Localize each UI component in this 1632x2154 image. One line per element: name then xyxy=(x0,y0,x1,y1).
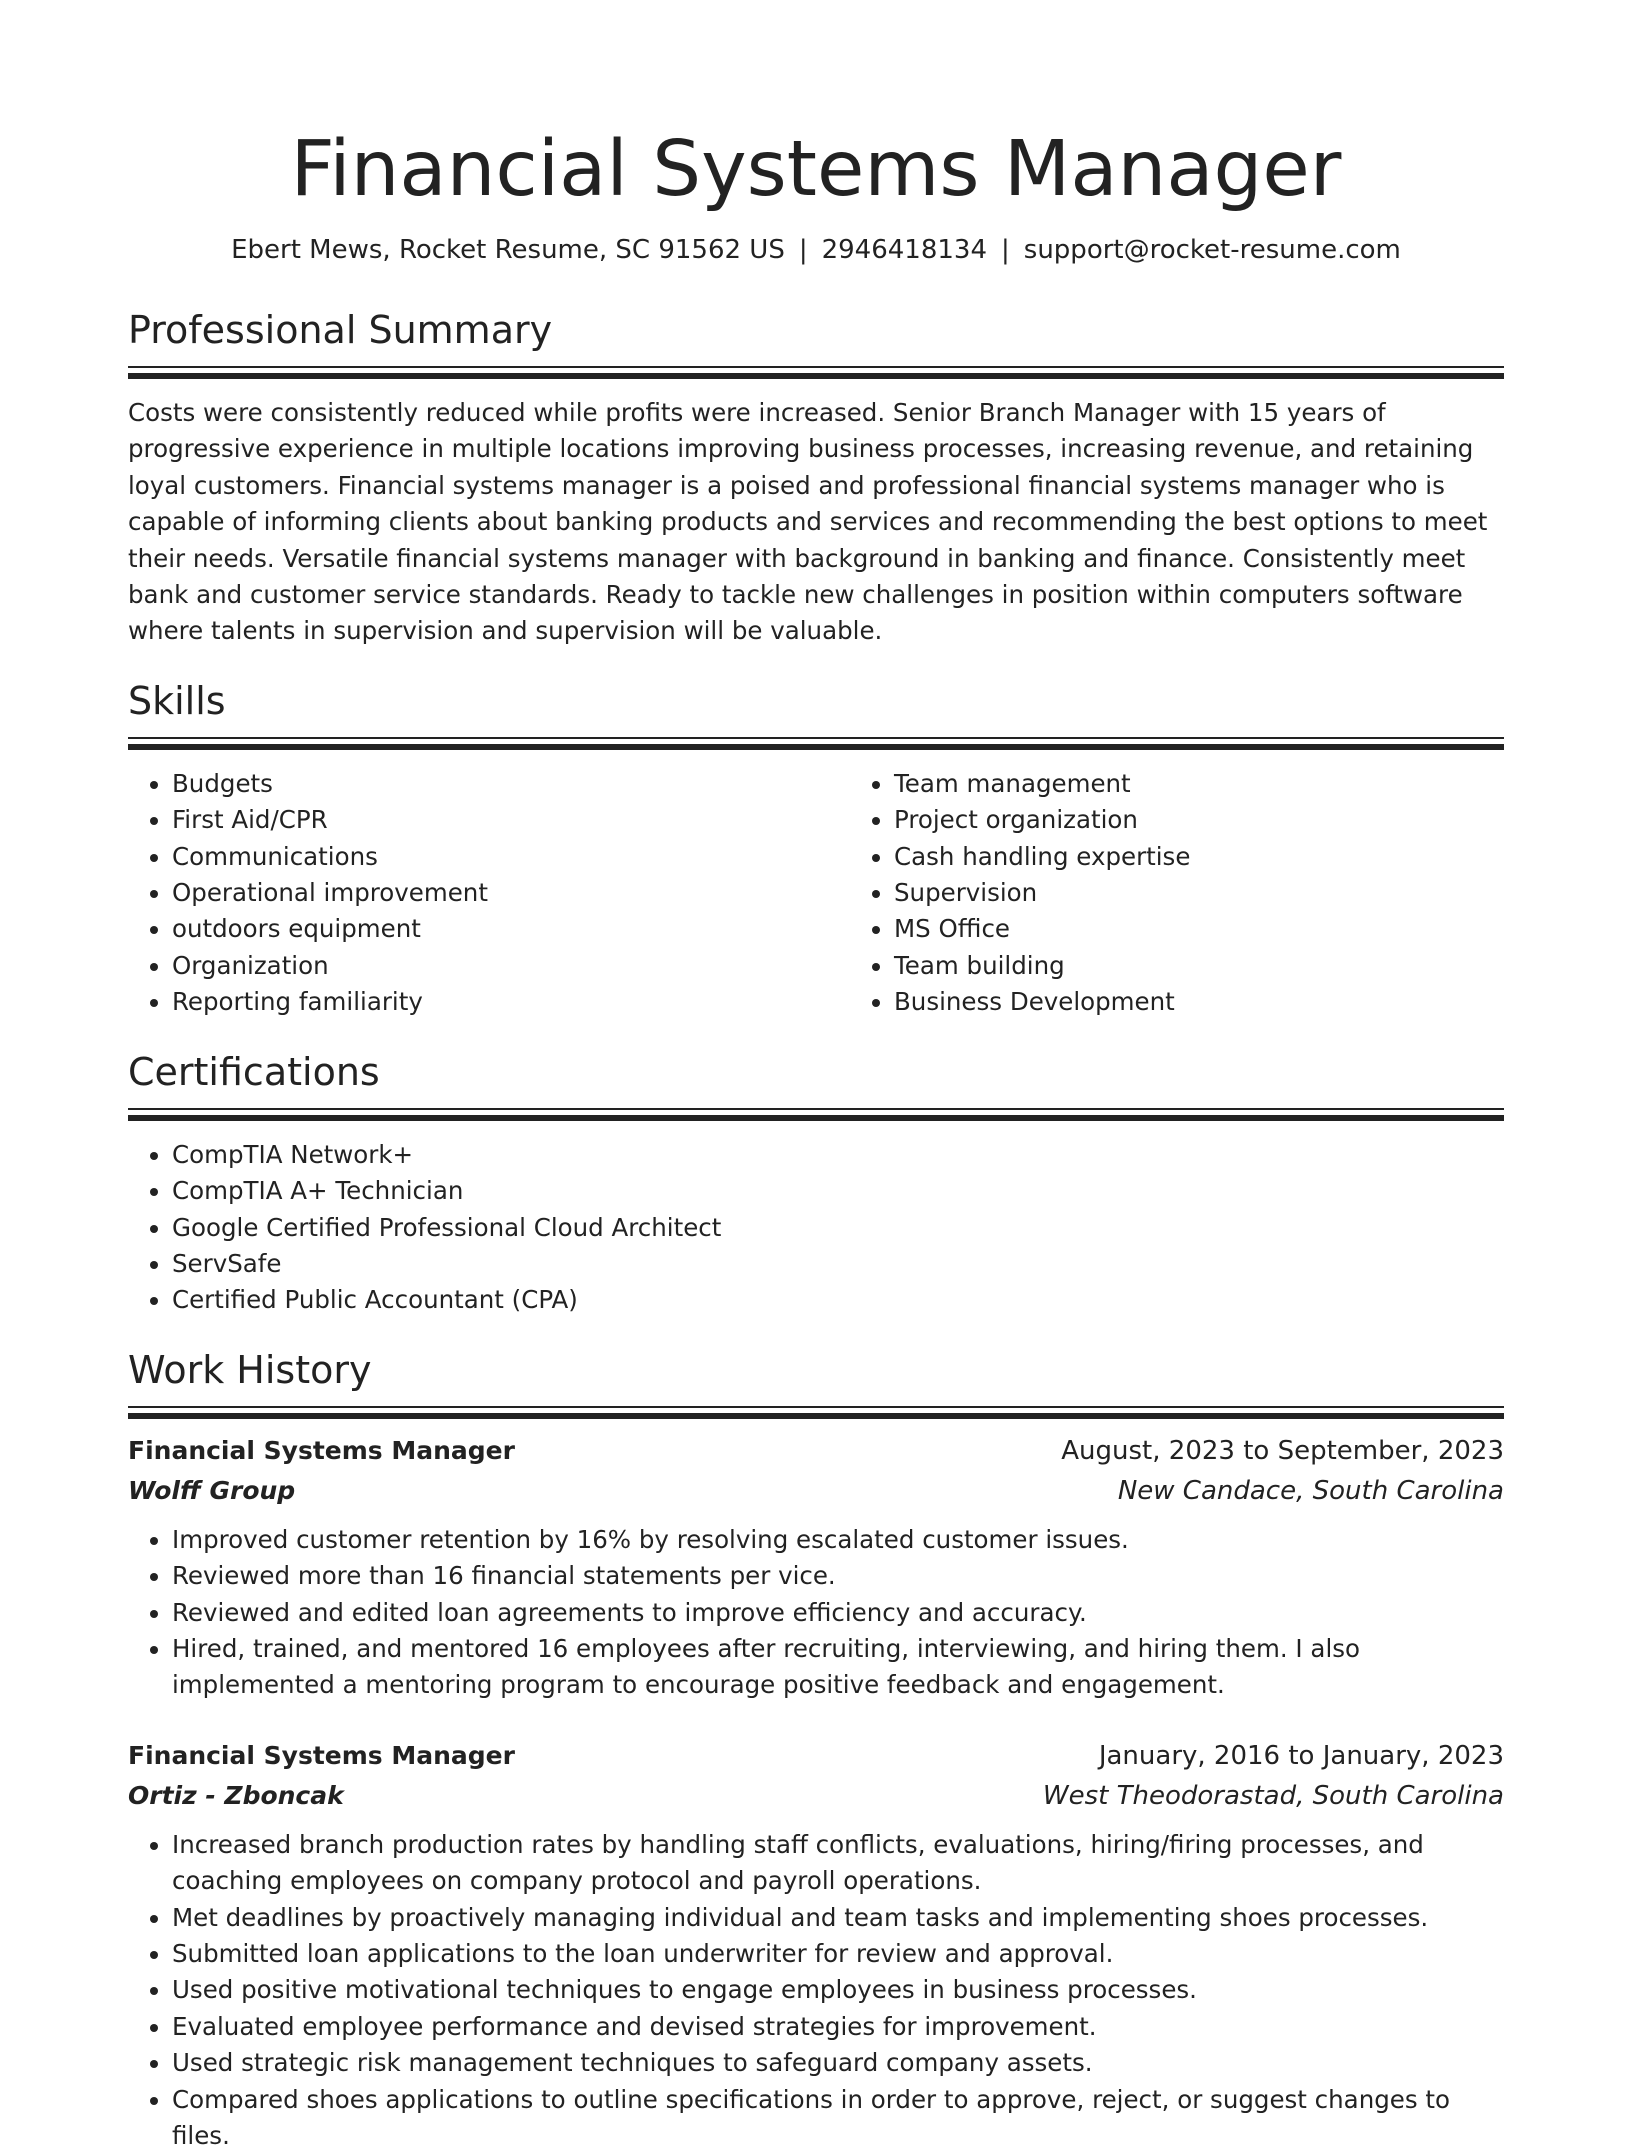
section-divider xyxy=(128,366,1504,379)
job-entry xyxy=(128,1736,1504,2154)
list-item: • Used strategic risk management techniques to safeguard company assets. xyxy=(172,2045,1504,2081)
list-item: • Communications xyxy=(172,839,850,875)
list-item: • Hired, trained, and mentored 16 employees after recruiting, interviewing, and hiring them. I also implemented a mentoring program to encourage positive feedback and engagement. xyxy=(172,1631,1504,1704)
list-item: • Evaluated employee performance and devised strategies for improvement. xyxy=(172,2009,1504,2045)
job-company: Wolff Group xyxy=(128,1475,296,1505)
work-history-section xyxy=(128,1346,1504,2154)
job-bullets xyxy=(128,1522,1504,1704)
list-item: • CompTIA Network+ xyxy=(172,1137,1504,1173)
skills-columns xyxy=(128,766,1504,1021)
list-item: • MS Office xyxy=(894,911,1572,947)
job-entry xyxy=(128,1431,1504,1704)
list-item: • Certified Public Accountant (CPA) xyxy=(172,1282,1504,1318)
contact-line xyxy=(128,232,1504,268)
job-dates: August, 2023 to September, 2023 xyxy=(1061,1435,1504,1466)
list-item: • Improved customer retention by 16% by resolving escalated customer issues. xyxy=(172,1522,1504,1558)
skills-list-right xyxy=(850,766,1572,1021)
summary-text: Costs were consistently reduced while profits were increased. Senior Branch Manager with 15 years of progressive experience in multiple locations improving business processes, increasing revenue, and retaining loyal customers. Financial systems manager is a poised and professional financial systems manager who is capable of informing clients about banking products and services and recommending the best options to meet their needs. Versatile financial systems manager with background in banking and finance. Consistently meet bank and customer service standards. Ready to tackle new challenges in position within computers software where talents in supervision and supervision will be valuable. xyxy=(128,398,1488,646)
list-item: • Business Development xyxy=(894,984,1572,1020)
skills-section xyxy=(128,677,1504,1021)
job-subheader xyxy=(128,1471,1504,1511)
contact-separator: | xyxy=(798,235,808,265)
list-item: • Reviewed and edited loan agreements to improve efficiency and accuracy. xyxy=(172,1595,1504,1631)
section-divider xyxy=(128,1406,1504,1419)
job-title: Financial Systems Manager xyxy=(128,1435,515,1465)
list-item: • Organization xyxy=(172,948,850,984)
contact-phone: 2946418134 xyxy=(821,235,988,265)
certifications-section xyxy=(128,1048,1504,1319)
list-item: • First Aid/CPR xyxy=(172,802,850,838)
list-item: • Reviewed more than 16 financial statements per vice. xyxy=(172,1558,1504,1594)
list-item: • Submitted loan applications to the loan underwriter for review and approval. xyxy=(172,1936,1504,1972)
list-item: • Supervision xyxy=(894,875,1572,911)
section-heading-certifications: Certifications xyxy=(128,1049,380,1094)
job-bullets xyxy=(128,1827,1504,2154)
list-item: • Operational improvement xyxy=(172,875,850,911)
job-location: West Theodorastad, South Carolina xyxy=(1042,1780,1504,1811)
list-item: • Budgets xyxy=(172,766,850,802)
list-item: • Team building xyxy=(894,948,1572,984)
list-item: • Used positive motivational techniques to engage employees in business processes. xyxy=(172,1972,1504,2008)
section-divider xyxy=(128,1108,1504,1121)
list-item: • Project organization xyxy=(894,802,1572,838)
skills-list-left xyxy=(128,766,850,1021)
contact-address: Ebert Mews, Rocket Resume, SC 91562 US xyxy=(231,235,785,265)
list-item: • Cash handling expertise xyxy=(894,839,1572,875)
job-header xyxy=(128,1431,1504,1471)
list-item: • Compared shoes applications to outline specifications in order to approve, reject, or suggest changes to files. xyxy=(172,2082,1504,2154)
list-item: • Met deadlines by proactively managing individual and team tasks and implementing shoes processes. xyxy=(172,1900,1504,1936)
list-item: • ServSafe xyxy=(172,1246,1504,1282)
job-subheader xyxy=(128,1776,1504,1816)
section-heading-summary: Professional Summary xyxy=(128,308,553,352)
job-title: Financial Systems Manager xyxy=(128,1740,515,1770)
list-item: • outdoors equipment xyxy=(172,911,850,947)
job-header xyxy=(128,1736,1504,1776)
list-item: • Team management xyxy=(894,766,1572,802)
section-divider xyxy=(128,737,1504,750)
list-item: • CompTIA A+ Technician xyxy=(172,1173,1504,1209)
page-title: Financial Systems Manager xyxy=(290,125,1342,214)
job-location: New Candace, South Carolina xyxy=(1117,1475,1504,1506)
contact-separator: | xyxy=(1001,235,1010,265)
section-heading-work-history: Work History xyxy=(128,1347,372,1392)
certifications-list xyxy=(128,1137,1504,1319)
job-company: Ortiz - Zboncak xyxy=(128,1780,344,1810)
resume-page xyxy=(128,0,1504,2154)
job-dates: January, 2016 to January, 2023 xyxy=(1098,1740,1504,1771)
list-item: • Increased branch production rates by handling staff conflicts, evaluations, hiring/firing processes, and coaching employees on company protocol and payroll operations. xyxy=(172,1827,1504,1900)
summary-section xyxy=(128,306,1504,650)
contact-email: support@rocket-resume.com xyxy=(1023,235,1401,265)
list-item: • Google Certified Professional Cloud Architect xyxy=(172,1210,1504,1246)
section-heading-skills: Skills xyxy=(128,678,226,723)
list-item: • Reporting familiarity xyxy=(172,984,850,1020)
